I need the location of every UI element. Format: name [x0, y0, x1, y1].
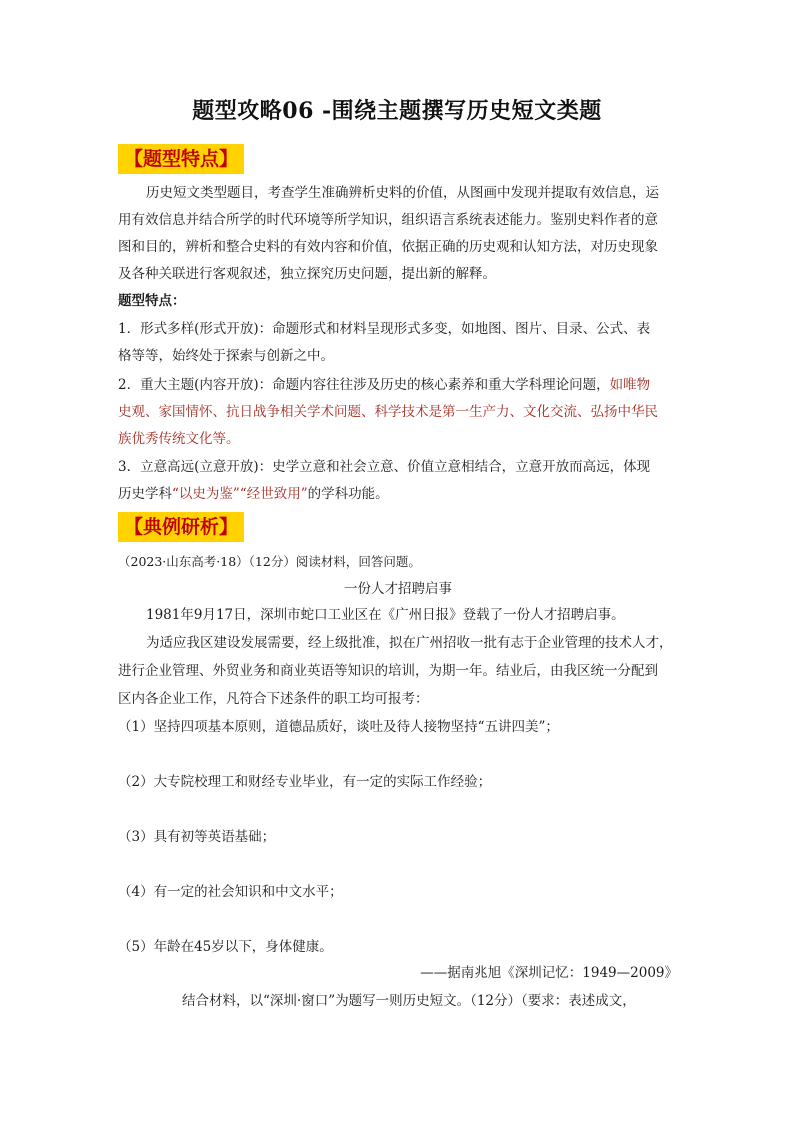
feature-item-2-line-1 — [118, 374, 678, 396]
condition-5: （5）年龄在45岁以下，身体健康。 — [118, 939, 333, 955]
section-header-features: 【题型特点】 — [118, 144, 244, 174]
feature-item-3-text-a: 历史学科 — [118, 486, 172, 502]
feature-item-2-line-2: 史观、家国情怀、抗日战争相关学术问题、科学技术是第一生产力、文化交流、弘扬中华民 — [118, 404, 658, 420]
citation: ——据南兆旭《深圳记忆：1949—2009》 — [420, 965, 678, 981]
features-label: 题型特点： — [118, 293, 186, 309]
question-source: （2023·山东高考·18）（12分）阅读材料，回答问题。 — [118, 554, 421, 569]
question-prompt: 结合材料，以“深圳·窗口”为题写一则历史短文。（12分）（要求：表述成文， — [182, 993, 636, 1009]
condition-3: （3）具有初等英语基础； — [118, 829, 276, 845]
condition-2: （2）大专院校理工和财经专业毕业，有一定的实际工作经验； — [118, 774, 492, 790]
condition-1: （1）坚持四项基本原则，道德品质好，谈吐及待人接物坚持“五讲四美”； — [118, 719, 559, 735]
feature-item-2-line-3: 族优秀传统文化等。 — [118, 431, 240, 447]
intro-line-4: 及各种关联进行客观叙述，独立探究历史问题，提出新的解释。 — [118, 266, 496, 282]
intro-line-1: 历史短文类型题目，考查学生准确辨析史料的价值，从图画中发现并提取有效信息，运 — [146, 185, 659, 201]
intro-line-2: 用有效信息并结合所学的时代环境等所学知识，组织语言系统表述能力。鉴别史料作者的意 — [118, 212, 658, 228]
material-para-1: 1981年9月17日，深圳市蛇口工业区在《广州日报》登载了一份人才招聘启事。 — [146, 607, 625, 623]
condition-4: （4）有一定的社会知识和中文水平； — [118, 884, 343, 900]
intro-line-3: 图和目的，辨析和整合史料的有效内容和价值，依据正确的历史观和认知方法，对历史现象 — [118, 239, 658, 255]
feature-item-3-text-c: 的学科功能。 — [307, 486, 389, 502]
feature-item-3-highlight: “以史为鉴”“经世致用” — [172, 486, 308, 502]
feature-item-3-line-1: 3．立意高远(立意开放)：史学立意和社会立意、价值立意相结合，立意开放而高远，体现 — [118, 459, 651, 475]
material-para-2-line-3: 区内各企业工作，凡符合下述条件的职工均可报考： — [118, 691, 429, 707]
feature-item-2-text: 2．重大主题(内容开放)：命题内容往往涉及历史的核心素养和重大学科理论问题， — [118, 377, 610, 393]
material-para-2-line-1: 为适应我区建设发展需要，经上级批准，拟在广州招收一批有志于企业管理的技术人才， — [146, 635, 673, 651]
feature-item-1-line-1: 1．形式多样(形式开放)：命题形式和材料呈现形式多变，如地图、图片、目录、公式、表 — [118, 321, 651, 337]
material-title: 一份人才招聘启事 — [344, 581, 452, 597]
material-para-2-line-2: 进行企业管理、外贸业务和商业英语等知识的培训，为期一年。结业后，由我区统一分配到 — [118, 663, 658, 679]
feature-item-2-highlight: 如唯物 — [609, 377, 651, 393]
feature-item-3-line-2 — [118, 483, 678, 505]
feature-item-1-line-2: 格等等，始终处于探索与创新之中。 — [118, 348, 334, 364]
section-header-examples: 【典例研析】 — [118, 512, 244, 542]
page-title: 题型攻略06 -围绕主题撰写历史短文类题 — [192, 98, 602, 124]
